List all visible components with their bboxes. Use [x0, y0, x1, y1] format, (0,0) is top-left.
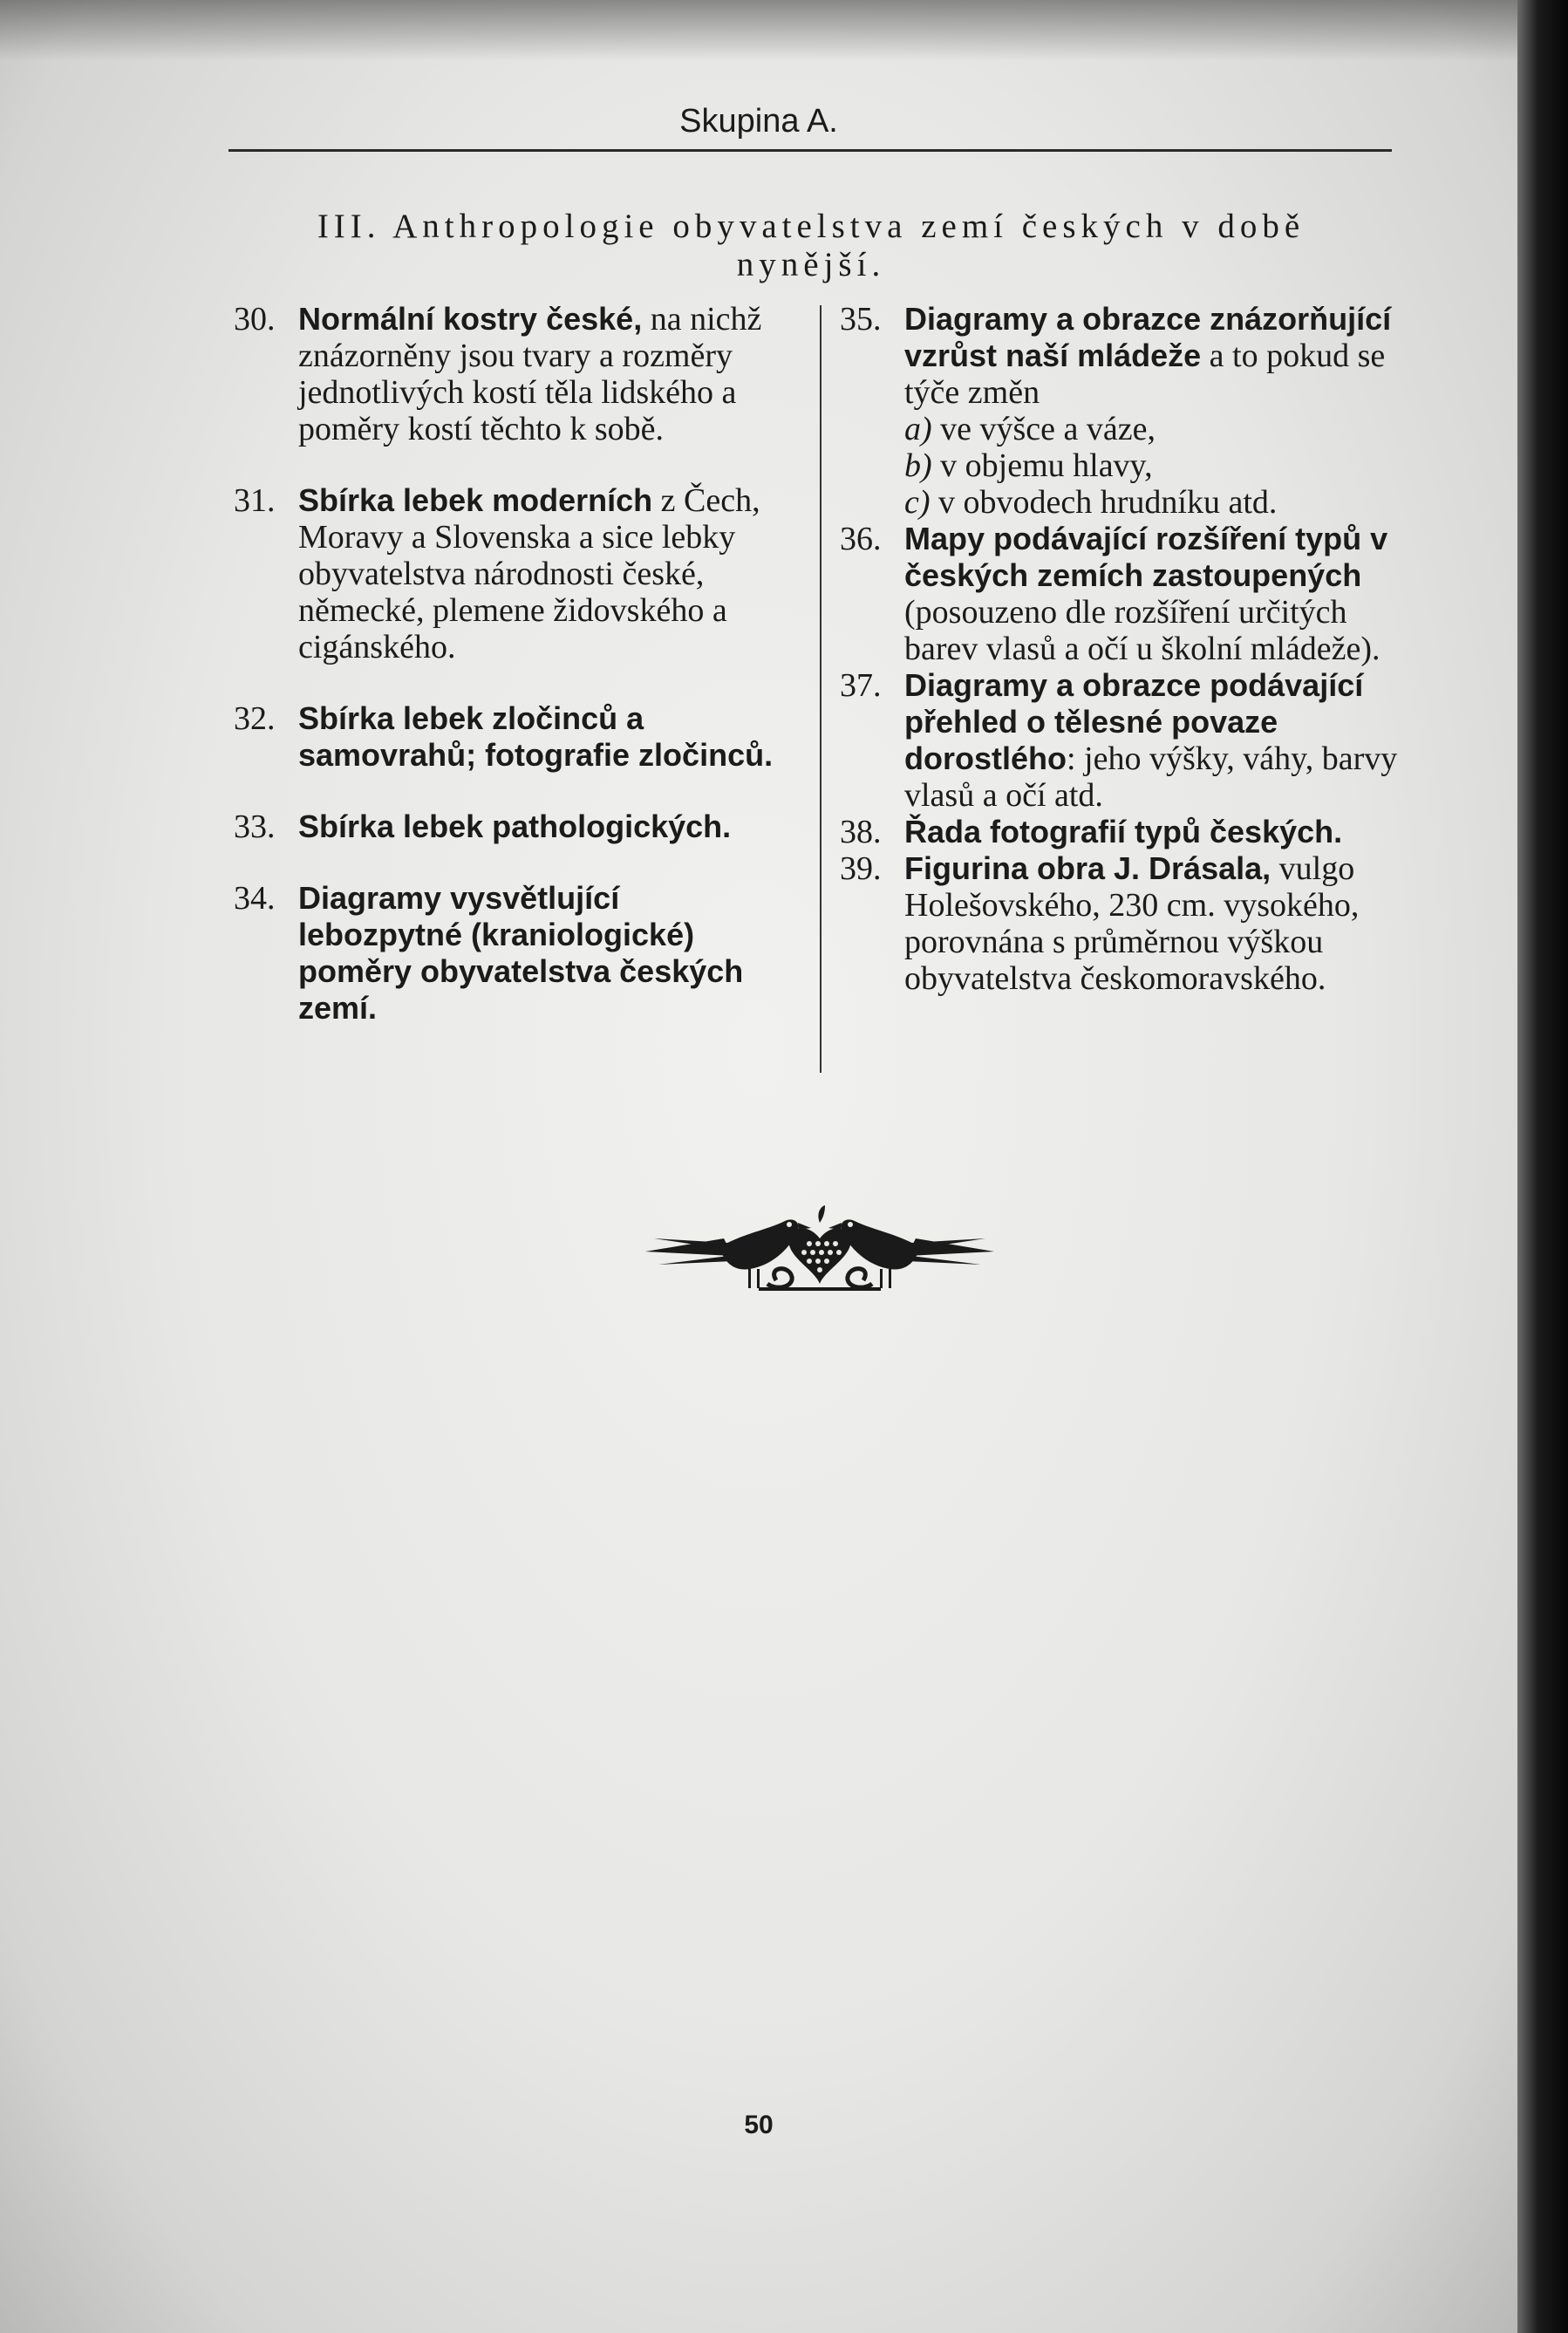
sub-item	[904, 411, 1415, 447]
page-header: Skupina A.	[679, 103, 838, 140]
section-title-line2: nynější.	[736, 246, 886, 283]
item-text: na nichž znázorněny jsou tvary a rozměry jednotlivých kostí těla lidského a poměry kostí těchto k sobě.	[298, 301, 762, 447]
item-text: : jeho výšky, váhy, barvy vlasů a očí atd.	[904, 740, 1398, 814]
sub-item	[904, 484, 1415, 521]
item-number: 39.	[840, 850, 882, 887]
list-item	[234, 482, 792, 665]
item-title: Diagramy a obrazce podávající přehled o tělesné povaze dorostlého	[904, 667, 1364, 776]
item-number: 35.	[840, 301, 882, 338]
scan-border-right	[1517, 0, 1568, 2333]
item-title: Normální kostry české,	[298, 301, 643, 337]
item-title: Figurina obra J. Drásala,	[904, 850, 1271, 886]
item-text: z Čech, Moravy a Slovenska a sice lebky obyvatelstva národnosti české, německé, plemene židovského a cigánského.	[298, 482, 760, 665]
scan-shadow-top	[0, 0, 1517, 61]
item-number: 32.	[234, 700, 276, 737]
list-item	[234, 301, 792, 447]
section-title	[262, 208, 1360, 284]
right-column	[840, 301, 1415, 997]
sub-item-text: v obvodech hrudníku atd.	[930, 484, 1278, 521]
item-number: 36.	[840, 521, 882, 557]
list-item	[840, 850, 1415, 997]
page-number: 50	[744, 2111, 774, 2139]
item-title: Sbírka lebek moderních	[298, 482, 653, 518]
item-title: Sbírka lebek pathologických.	[298, 808, 732, 844]
item-number: 30.	[234, 301, 276, 338]
item-title: Diagramy vysvětlující lebozpytné (kraniologické) poměry obyvatelstva českých zemí.	[298, 880, 744, 1026]
header-rule	[228, 149, 1392, 152]
birds-heart-ornament-icon	[645, 1204, 994, 1300]
sub-item-letter: c)	[904, 484, 931, 521]
item-title: Mapy podávající rozšíření typů v českých zemích zastoupených	[904, 521, 1388, 593]
list-item	[234, 700, 792, 774]
sub-item	[904, 447, 1415, 484]
item-number: 37.	[840, 667, 882, 704]
item-title: Řada fotografií typů českých.	[904, 814, 1343, 849]
list-item	[840, 814, 1415, 850]
item-title: Sbírka lebek zločinců a samovrahů; fotografie zločinců.	[298, 700, 774, 773]
sub-item-letter: a)	[904, 411, 932, 447]
column-divider	[820, 305, 821, 1073]
item-number: 34.	[234, 880, 276, 917]
list-item	[840, 301, 1415, 521]
sub-item-text: v objemu hlavy,	[931, 447, 1153, 484]
item-text: (posouzeno dle rozšíření určitých barev vlasů a očí u školní mládeže).	[904, 594, 1381, 667]
item-text: vulgo Holešovského, 230 cm. vysokého, porovnána s průměrnou výškou obyvatelstva českomoravského.	[904, 850, 1360, 997]
item-number: 31.	[234, 482, 276, 519]
list-item	[840, 667, 1415, 814]
list-item	[840, 521, 1415, 667]
list-item	[234, 808, 792, 845]
list-item	[234, 880, 792, 1027]
item-text: a to pokud se týče změn	[904, 338, 1386, 411]
item-number: 33.	[234, 808, 276, 845]
item-number: 38.	[840, 814, 882, 850]
section-title-line1: III. Anthropologie obyvatelstva zemí českých v době	[317, 208, 1306, 245]
item-title: Diagramy a obrazce znázorňující vzrůst naší mládeže	[904, 301, 1392, 373]
sub-item-text: ve výšce a váze,	[931, 411, 1156, 447]
sub-item-letter: b)	[904, 447, 932, 484]
left-column	[234, 301, 792, 1027]
